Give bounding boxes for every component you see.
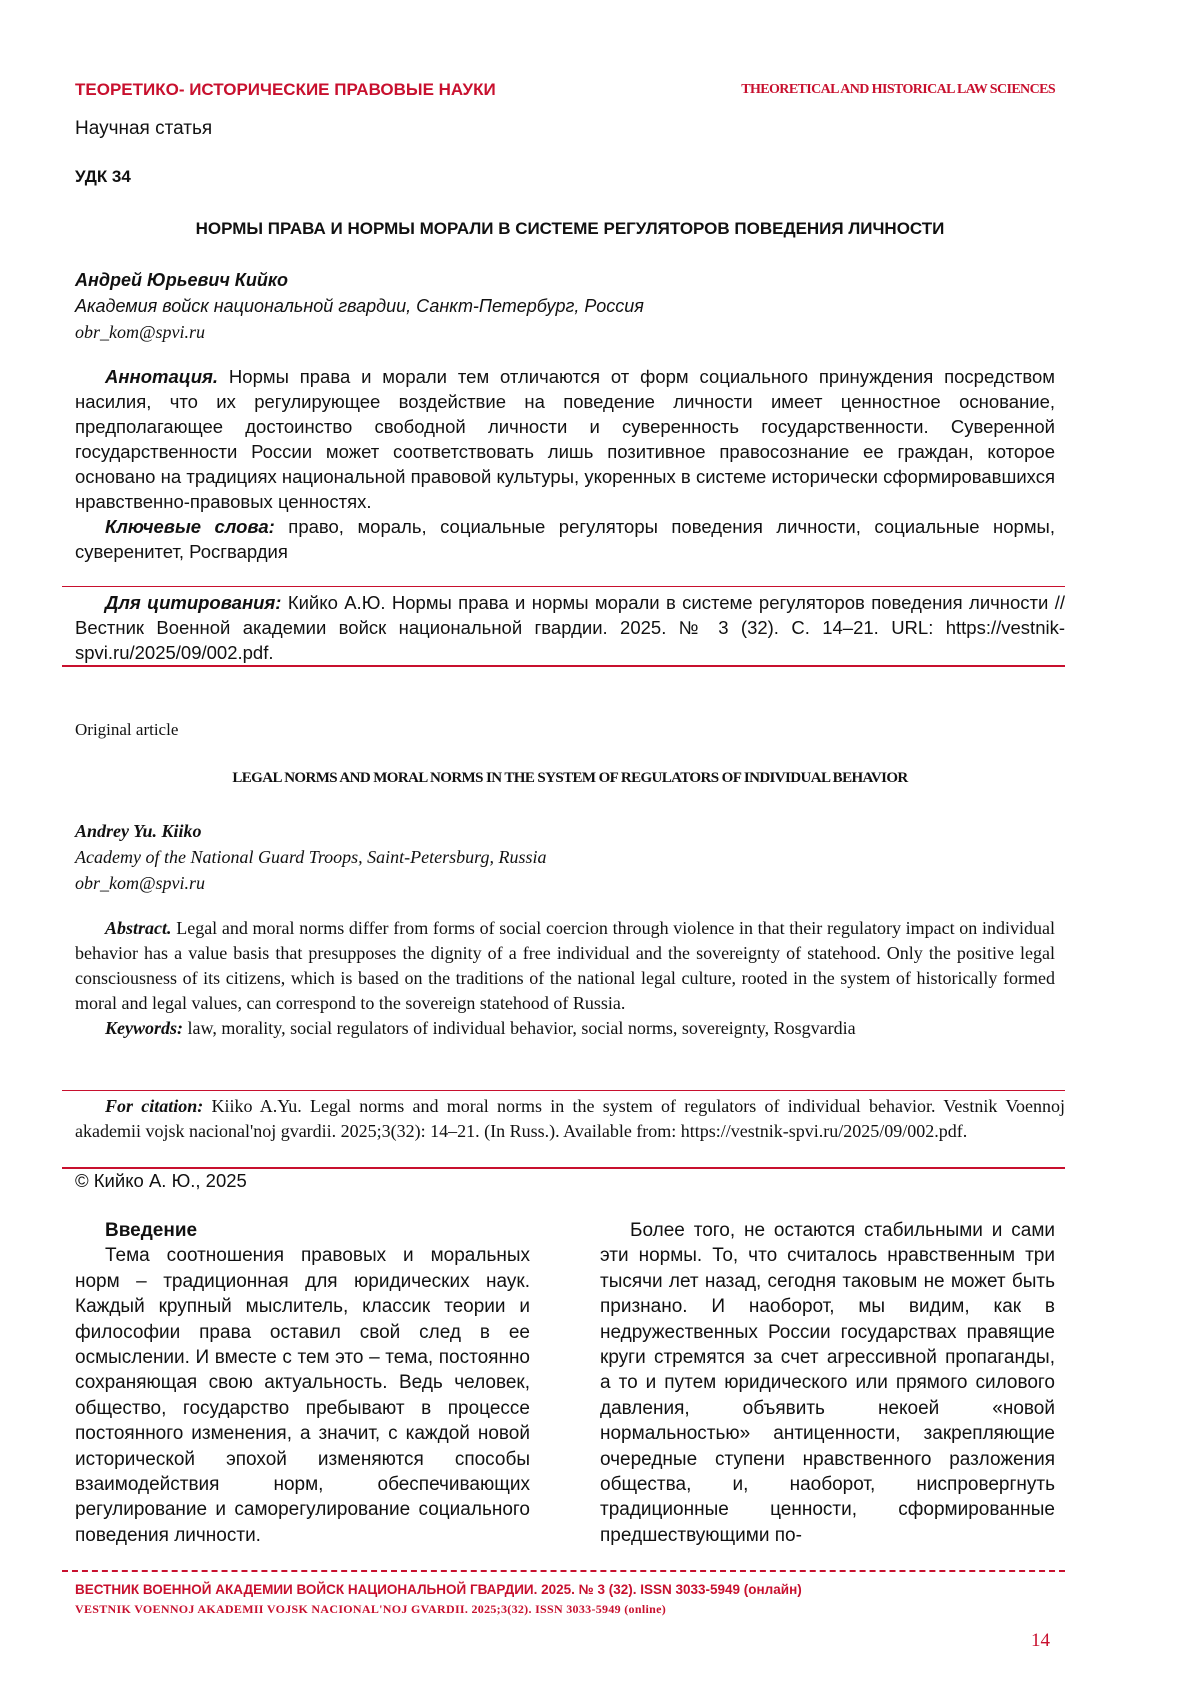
citation-paragraph-ru — [75, 590, 1065, 665]
abstract-text-ru: Нормы права и морали тем отличаются от форм социального принуждения посредством насилия, что их регулирующее воздействие на поведение личности имеет ценностное основание, предполагающее достоинство свободной личности и суверенность государственности. Суверенной государственности России может соответствовать лишь позитивное правосознание ее граждан, которое основано на традициях национальной правовой культуры, укоренных в системе исторически сформировавшихся нравственно-правовых ценностях. — [75, 366, 1055, 512]
citation-text-en: Kiiko A.Yu. Legal norms and moral norms in the system of regulators of individual behavior. Vestnik Voennoj akademii vojsk nacional'noj gvardii. 2025;3(32): 14–21. (In Russ.). Available from: https://vestnik-spvi.ru/2025/09/002.pdf. — [75, 1096, 1065, 1141]
author-email-en[interactable]: obr_kom@spvi.ru — [75, 873, 206, 893]
divider-thin-en — [62, 1090, 1065, 1091]
divider-thick-en — [62, 1167, 1065, 1169]
keywords-paragraph-en — [75, 1016, 1055, 1041]
udk-code: УДК 34 — [75, 167, 131, 186]
keywords-text-en: law, morality, social regulators of individual behavior, social norms, sovereignty, Rosgvardia — [183, 1018, 856, 1038]
affiliation-en: Academy of the National Guard Troops, Saint-Petersburg, Russia — [75, 847, 547, 867]
section-header-ru: ТЕОРЕТИКО- ИСТОРИЧЕСКИЕ ПРАВОВЫЕ НАУКИ — [75, 80, 496, 99]
citation-text-ru: Кийко А.Ю. Нормы права и нормы морали в системе регуляторов поведения личности // Вестник Военной академии войск национальной гвардии. 2025. № 3 (32). С. 14–21. URL: https://vestnik-spvi.ru/2025/09/002.pdf. — [75, 592, 1065, 663]
abstract-paragraph-en — [75, 916, 1055, 1016]
citation-label-en: For citation: — [105, 1096, 204, 1116]
keywords-label-ru: Ключевые слова: — [105, 516, 275, 537]
body-column-right — [600, 1218, 1055, 1548]
author-email-ru[interactable]: obr_kom@spvi.ru — [75, 322, 206, 342]
article-type-ru: Научная статья — [75, 118, 213, 139]
citation-label-ru: Для цитирования: — [105, 592, 282, 613]
citation-ru — [75, 590, 1065, 665]
body-column-left — [75, 1218, 530, 1548]
keywords-paragraph-ru — [75, 514, 1055, 564]
author-block-ru — [75, 267, 644, 345]
citation-paragraph-en — [75, 1094, 1065, 1144]
footer-journal-ru: ВЕСТНИК ВОЕННОЙ АКАДЕМИИ ВОЙСК НАЦИОНАЛЬНОЙ ГВАРДИИ. 2025. № 3 (32). ISSN 3033-5949 (онлайн) — [75, 1582, 802, 1597]
footer-journal-en: VESTNIK VOENNOJ AKADEMII VOJSK NACIONAL'NOJ GVARDII. 2025;3(32). ISSN 3033-5949 (online) — [75, 1602, 666, 1616]
footer-divider — [62, 1570, 1065, 1572]
keywords-label-en: Keywords: — [105, 1018, 183, 1038]
abstract-text-en: Legal and moral norms differ from forms of social coercion through violence in that their regulatory impact on individual behavior has a value basis that presupposes the dignity of a free individual and the sovereignty of statehood. Only the positive legal consciousness of its citizens, which is based on the traditions of the national legal culture, rooted in the system of historically formed moral and legal values, can correspond to the sovereign statehood of Russia. — [75, 918, 1055, 1013]
author-name-ru: Андрей Юрьевич Кийко — [75, 270, 288, 290]
citation-en — [75, 1094, 1065, 1144]
body-paragraph-right: Более того, не остаются стабильными и сами эти нормы. То, что считалось нравственным три тысячи лет назад, сегодня таковым не может быть признано. И наоборот, мы видим, как в недружественных России государствах правящие круги стремятся за счет агрессивной пропаганды, а то и путем юридического или прямого силового давления, объявить некоей «новой нормальностью» антиценности, закрепляющие очередные ступени нравственного разложения общества, и, наоборот, ниспровергнуть традиционные ценности, сформированные предшествующими по- — [600, 1220, 1055, 1546]
body-paragraph-left: Тема соотношения правовых и моральных норм – традиционная для юридических наук. Каждый крупный мыслитель, классик теории и философии права оставил свой след в ее осмыслении. И вместе с тем это – тема, постоянно сохраняющая свою актуальность. Ведь человек, общество, государство пребывают в процессе постоянного изменения, а значит, с каждой новой исторической эпохой изменяются способы взаимодействия норм, обеспечивающих регулирование и саморегулирование социального поведения личности. — [75, 1245, 530, 1546]
article-type-en: Original article — [75, 720, 179, 739]
article-title-en: LEGAL NORMS AND MORAL NORMS IN THE SYSTEM OF REGULATORS OF INDIVIDUAL BEHAVIOR — [232, 770, 908, 786]
copyright-line: © Кийко А. Ю., 2025 — [75, 1170, 247, 1191]
page-number: 14 — [1031, 1630, 1050, 1651]
author-name-en: Andrey Yu. Kiiko — [75, 821, 202, 841]
article-title-ru: НОРМЫ ПРАВА И НОРМЫ МОРАЛИ В СИСТЕМЕ РЕГУЛЯТОРОВ ПОВЕДЕНИЯ ЛИЧНОСТИ — [195, 219, 945, 238]
keywords-text-ru: право, мораль, социальные регуляторы поведения личности, социальные нормы, суверенитет, Росгвардия — [75, 516, 1055, 562]
abstract-label-ru: Аннотация. — [105, 366, 219, 387]
author-block-en — [75, 818, 546, 896]
abstract-en — [75, 916, 1055, 1041]
divider-thin-ru — [62, 586, 1065, 587]
divider-thick-ru — [62, 665, 1065, 667]
affiliation-ru: Академия войск национальной гвардии, Санкт-Петербург, Россия — [75, 296, 644, 316]
section-header-en: THEORETICAL AND HISTORICAL LAW SCIENCES — [741, 82, 1055, 97]
abstract-label-en: Abstract. — [105, 918, 172, 938]
abstract-ru — [75, 364, 1055, 564]
intro-heading: Введение — [105, 1220, 198, 1241]
abstract-paragraph-ru — [75, 364, 1055, 514]
